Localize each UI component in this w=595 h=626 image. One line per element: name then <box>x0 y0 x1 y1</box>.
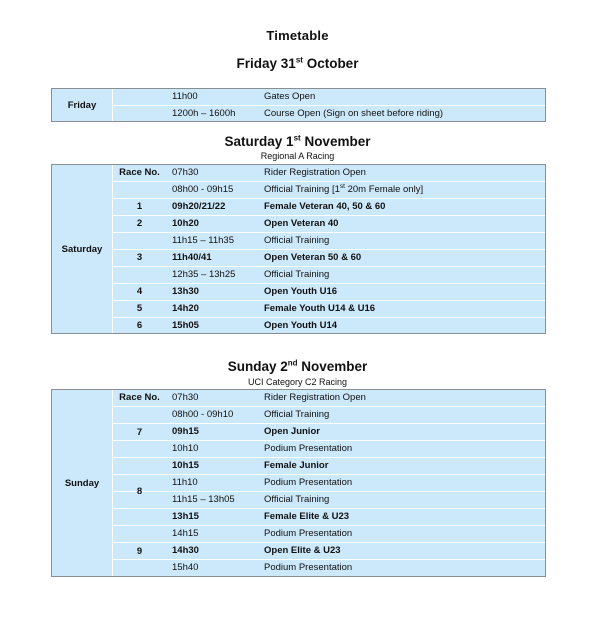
event-cell <box>264 182 423 198</box>
event-cell <box>264 509 349 525</box>
time-cell: 10h15 <box>172 460 199 471</box>
time-cell: 11h10 <box>172 477 198 488</box>
saturday-day-cell: Saturday <box>52 165 113 333</box>
time-cell: 11h15 – 13h05 <box>172 494 235 505</box>
table-row <box>113 106 545 123</box>
saturday-table <box>51 164 546 334</box>
event-cell <box>264 233 329 249</box>
table-row <box>113 233 545 250</box>
table-row <box>113 424 545 441</box>
event-cell <box>264 216 338 232</box>
event-cell <box>264 424 320 440</box>
event-text: Podium Presentation <box>264 477 353 488</box>
table-row <box>113 441 545 458</box>
friday-day-cell: Friday <box>52 89 113 121</box>
table-row <box>113 509 545 526</box>
event-cell <box>264 165 366 181</box>
event-text: Official Training [1 <box>264 184 340 195</box>
table-row <box>113 89 545 106</box>
time-cell: 14h20 <box>172 303 199 314</box>
friday-heading-text: Friday 31 <box>236 56 296 71</box>
time-cell: 09h20/21/22 <box>172 201 226 212</box>
saturday-heading-sup: st <box>293 133 301 143</box>
sunday-heading-text: Sunday 2 <box>227 359 288 374</box>
time-cell: 08h00 - 09h15 <box>172 184 234 195</box>
time-cell: 11h40/41 <box>172 252 212 263</box>
event-text-rest: 20m Female only] <box>344 184 424 195</box>
event-text: Female Youth U14 & U16 <box>264 303 376 314</box>
event-cell <box>264 441 352 457</box>
race-number: 3 <box>136 252 143 263</box>
race-number: 2 <box>136 218 143 229</box>
race-number: 9 <box>136 545 143 557</box>
event-cell <box>264 543 341 559</box>
saturday-rows <box>113 165 545 335</box>
event-cell <box>264 89 315 105</box>
event-text: Course Open (Sign on sheet before riding) <box>264 108 444 119</box>
event-cell <box>264 284 337 300</box>
sunday-table <box>51 389 546 577</box>
table-row <box>113 250 545 267</box>
event-text: Podium Presentation <box>264 528 353 539</box>
table-row <box>113 199 545 216</box>
sunday-heading <box>0 359 595 374</box>
event-cell <box>264 199 385 215</box>
event-cell <box>264 301 375 317</box>
time-cell: 10h10 <box>172 443 199 454</box>
event-cell <box>264 318 337 334</box>
race-number: 5 <box>136 303 143 314</box>
time-cell: 15h40 <box>172 562 199 573</box>
time-cell: 09h15 <box>172 426 199 437</box>
event-cell <box>264 526 352 542</box>
event-text: Open Elite & U23 <box>264 545 341 556</box>
event-sup: st <box>339 182 345 190</box>
event-text: Female Veteran 40, 50 & 60 <box>264 201 386 212</box>
event-text: Female Elite & U23 <box>264 511 350 522</box>
table-row <box>113 182 545 199</box>
friday-rows <box>113 89 545 123</box>
friday-table <box>51 88 546 122</box>
time-cell: 13h30 <box>172 286 199 297</box>
sunday-heading-rest: November <box>297 359 368 374</box>
table-row <box>113 318 545 335</box>
event-text: Open Veteran 50 & 60 <box>264 252 362 263</box>
saturday-subheading: Regional A Racing <box>260 151 335 161</box>
race-number: 7 <box>136 426 143 438</box>
sunday-day-cell: Sunday <box>52 390 113 576</box>
event-cell <box>264 560 352 576</box>
time-cell: 14h30 <box>172 545 199 556</box>
table-row <box>113 492 545 509</box>
event-text: Rider Registration Open <box>264 167 366 178</box>
time-cell: 11h15 – 11h35 <box>172 235 234 246</box>
time-cell: 07h30 <box>172 392 199 403</box>
event-text: Rider Registration Open <box>264 392 366 403</box>
sunday-heading-sup: nd <box>287 358 298 368</box>
friday-heading <box>0 56 595 71</box>
event-text: Podium Presentation <box>264 443 353 454</box>
page-title: Timetable <box>266 28 329 43</box>
event-cell <box>264 250 361 266</box>
table-row <box>113 165 545 182</box>
saturday-heading <box>0 134 595 149</box>
event-cell <box>264 458 328 474</box>
table-row <box>113 301 545 318</box>
event-cell <box>264 407 329 423</box>
event-text: Open Veteran 40 <box>264 218 339 229</box>
event-text: Gates Open <box>264 91 316 102</box>
saturday-heading-text: Saturday 1 <box>224 134 294 149</box>
friday-heading-rest: October <box>302 56 359 71</box>
event-text: Open Youth U14 <box>264 320 338 331</box>
sunday-subheading: UCI Category C2 Racing <box>247 377 348 387</box>
event-cell <box>264 475 352 491</box>
race-number: Race No. <box>119 167 160 178</box>
event-cell <box>264 390 366 406</box>
event-text: Podium Presentation <box>264 562 353 573</box>
time-cell: 12h35 – 13h25 <box>172 269 236 280</box>
time-cell: 07h30 <box>172 167 199 178</box>
time-cell: 08h00 - 09h10 <box>172 409 234 420</box>
saturday-heading-rest: November <box>300 134 371 149</box>
race-number <box>113 182 166 198</box>
event-text: Female Junior <box>264 460 329 471</box>
race-number: 4 <box>136 286 143 297</box>
race-number: 8 <box>136 486 143 497</box>
friday-heading-sup: st <box>295 55 303 65</box>
race-number-header: Race No. <box>119 392 160 403</box>
table-row <box>113 475 545 492</box>
event-cell <box>264 492 329 508</box>
time-cell: 14h15 <box>172 528 199 539</box>
event-cell <box>264 106 443 122</box>
event-text: Official Training <box>264 409 330 420</box>
table-row <box>113 543 545 560</box>
sunday-rows <box>113 390 545 577</box>
table-row <box>113 216 545 233</box>
event-text: Official Training <box>264 269 330 280</box>
time-cell: 10h20 <box>172 218 199 229</box>
race-number: 1 <box>136 201 143 212</box>
time-cell: 15h05 <box>172 320 199 331</box>
event-text: Open Youth U16 <box>264 286 338 297</box>
event-text: Open Junior <box>264 426 320 437</box>
table-row <box>113 267 545 284</box>
time-cell: 13h15 <box>172 511 199 522</box>
race-number <box>113 267 166 283</box>
time-cell: 11h00 <box>172 91 198 102</box>
event-cell <box>264 267 329 283</box>
race-number <box>113 233 166 249</box>
table-row <box>113 284 545 301</box>
event-text: Official Training <box>264 494 330 505</box>
table-row <box>113 560 545 577</box>
time-cell: 1200h – 1600h <box>172 108 236 119</box>
table-row <box>113 390 545 407</box>
race-number: 6 <box>136 320 143 331</box>
event-text: Official Training <box>264 235 330 246</box>
